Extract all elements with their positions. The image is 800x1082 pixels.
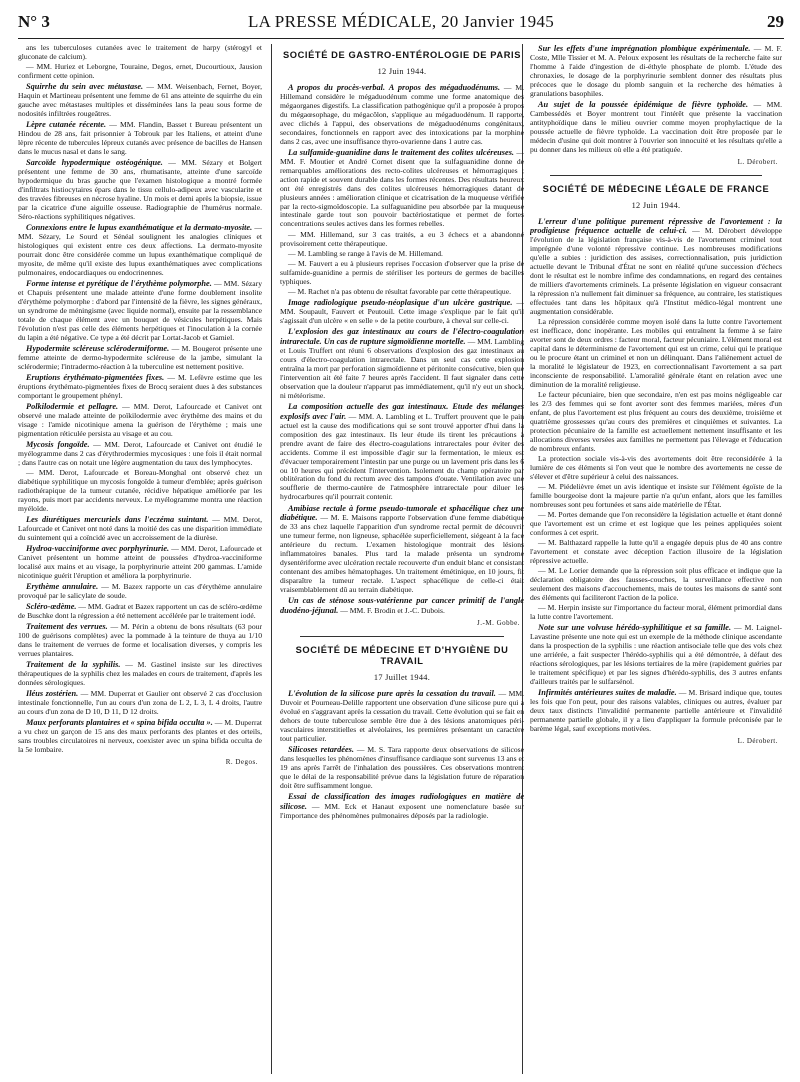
report-text: — M. Rachet n'a pas obtenu de résultat favorable par cette thérapeutique. — [288, 286, 511, 296]
report-heading: Lèpre cutanée récente. — [26, 120, 107, 130]
report-text: — M. F. Coste, Mlle Tissier et M. A. Peloux exposent les résultats de la recherche faite sur l'homme à l'aide d'ingestion de di-éthyle phosphate de plomb. L'étude des chronaxies, le dosage de la porphyrinurie semblent donner des résultats plus précoces que le dosage du plomb sanguin et la recherche des hématies à granulations basophiles. — [530, 44, 782, 98]
report-paragraph — [280, 148, 524, 230]
report-paragraph — [18, 582, 262, 601]
report-text: ans les tuberculoses cutanées avec le traitement de harpy (stérogyl et gluconate de calcium). — [18, 44, 262, 61]
report-heading: Mycosis fongoïde. — [26, 439, 90, 449]
report-paragraph — [280, 288, 524, 297]
report-paragraph — [18, 373, 262, 401]
report-paragraph — [280, 596, 524, 616]
report-text: — MM. Sézary, Le Sourd et Sénéal soulignent les analogies cliniques et histologiques qui existent entre ces deux affections. La dermato-myosite pourrait donc être considérée comme un lupus exanthématique compliqué de myosite, de même qu'il existe des lupus exanthématiques avec complications pulmonaires, endocardiaques ou endocrinennes. — [18, 223, 262, 277]
report-text: — M. Herpin insiste sur l'importance du facteur moral, élément primordial dans la lutte contre l'avortement. — [530, 603, 782, 622]
report-paragraph — [18, 223, 262, 278]
section-separator — [300, 636, 504, 637]
report-paragraph — [280, 504, 524, 596]
report-paragraph — [280, 298, 524, 326]
report-paragraph — [18, 440, 262, 468]
signature: L. Dérobert. — [737, 736, 778, 745]
report-paragraph — [18, 279, 262, 343]
report-paragraph — [18, 622, 262, 659]
report-text: — M. Le Lorier demande que la répression soit plus efficace et indique que la déclaration obligatoire des fausses-couches, la surveillance effective non seulement des maisons d'accouchements, mais de toutes les maisons de santé sont des éléments qui faciliteront l'action de la police. — [530, 566, 782, 602]
report-paragraph — [530, 539, 782, 566]
section-date: 12 Juin 1944. — [377, 67, 427, 76]
report-text: — MM. Huriez et Leborgne, Touraine, Degos, ernet, Ducourtioux, Jausion confirment cette opinion. — [18, 62, 262, 81]
dermatology-reports — [18, 44, 262, 755]
report-heading: Polkilodermie et pellagre. — [26, 401, 119, 411]
report-paragraph — [280, 83, 524, 147]
report-text: — M. Gastinel insiste sur les directives thérapeutiques de la syphilis chez les malades en cours de traitement, d'après les données sérologiques. — [18, 660, 262, 688]
report-paragraph — [530, 391, 782, 454]
report-heading: Sarcoïde hypodermique ostéogénique. — [26, 158, 163, 168]
report-paragraph — [18, 602, 262, 621]
report-text: — M. Bazex rapporte un cas d'érythème annulaire provoqué par le salicylate de soude. — [18, 581, 262, 600]
report-heading: Traitement de la syphilis. — [26, 660, 121, 670]
report-heading: Infirmités antérieures suites de maladie. — [538, 688, 677, 698]
report-heading: L'évolution de la silicose pure après la cessation du travail. — [288, 689, 496, 699]
report-paragraph — [18, 63, 262, 81]
column-left — [18, 44, 262, 1074]
report-paragraph — [18, 544, 262, 581]
report-heading: La composition actuelle des gaz intestinaux. Etude des mélanges explosifs avec l'air. — [280, 401, 524, 421]
report-text: — M. Dérobert développe l'évolution de la législation française vis-à-vis de l'avortement criminel tout imprégnée d'une volonté répressive continue. Les nombreuses modifications qu'elle a subies : juridiction des assises, correctionnalisation, puis juridiction actuelle devant le Tribunal d'État ne sont en réalité qu'une succession d'échecs dont le résultat est le nombre infime des condamnations, en regard des centaines de milliers d'avortements criminels. La présente législation en vigueur consacrant la répression n'a nullement fait diminuer sa fréquence, au contraire, les statistiques effectuées tant dans les hôpitaux qu'à l'Institut médico-légal montrent une augmentation considérable. — [530, 226, 782, 317]
report-text: — MM. Sézary et Bolgert présentent une femme de 30 ans, rhumatisante, atteinte d'une sarcoïde hypodermique du bras gauche que l'examen histologique a montré formée d'infiltrats histiocytaires épars dans le tissu cellulo-adipeux avec vascularite et des travées fibreuses en nécrose hyaline. Un mois et demi après la biopsie, issue par la cicatrice d'une aiguille osseuse. Radiographie de l'humérus normale. Séro-réactions syphilitiques négatives. — [18, 158, 262, 221]
report-paragraph — [18, 82, 262, 119]
report-paragraph — [18, 120, 262, 157]
report-paragraph — [18, 515, 262, 543]
legal-medicine-reports — [530, 217, 782, 734]
report-paragraph — [530, 604, 782, 622]
report-text: — M. S. Tara rapporte deux observations de silicose dans lesquelles les phénomènes d'insuffisance cardiaque sont survenus 13 ans et 19 ans après l'arrêt de l'inhalation des poussières. Ces observations montrent que le délai de la responsabilité prévue dans la législation future de réparation doit être suffisamment longue. — [280, 744, 524, 790]
column-right — [530, 44, 782, 1074]
report-heading: Au sujet de la poussée épidémique de fièvre typhoïde. — [538, 99, 749, 109]
report-heading: Les diurétiques mercuriels dans l'eczéma suintant. — [26, 514, 209, 524]
report-text: — M. Balthazard rappelle la lutte qu'il a engagée depuis plus de 40 ans contre l'avortement et constate avec déception l'action illusoire de la législation répressive actuelle. — [530, 538, 782, 565]
section-date: 17 Juillet 1944. — [373, 673, 431, 683]
report-heading: Note sur une volvuse hérédo-syphilitique et sa famille. — [538, 623, 732, 633]
signature: R. Degos. — [225, 758, 258, 767]
report-paragraph — [18, 44, 262, 62]
section-title: SOCIÉTÉ DE GASTRO-ENTÉROLOGIE DE PARIS — [282, 50, 522, 60]
report-paragraph — [530, 688, 782, 734]
report-text: — MM. A. Lambling et L. Truffert prouvent que le pain actuel est la cause des modifications qui se sont trouvé apporter d'hui dans la composition des gaz intestinaux. Ils leur étude ils tirent les précautions à prendre avant de faire des électro-coagulations intrarectales pour éviter des accidents. Comme il est impossible d'agir sur la fermentation, le mieux est d'évacuer temporairement l'intestin par une purge ou un lavement pris dans les 6 ou 10 heures qui précèdent l'intervention. Isolement du champ opératoire par oblitération du fond du rectum avec des tampons d'ouate. Ventilation avec une soufflerie de thermo-cautère de l'atmosphère intrarectale pour diluer les hydrocarbures qu'il pourrait contenir. — [280, 411, 524, 502]
report-heading: Essai de classification des images radiologiques en matière de silicose. — [280, 791, 524, 811]
report-text: — M. Brisard indique que, toutes les fois que l'on peut, pour des raisons valables, cliniques ou autres, évaluer par deux taux distincts l'invalidité permanente partielle antérieure et l'invalidité permanente partielle globale, il y a lieu d'appliquer la formule préconisée par le barème légal, sauf exceptions motivées. — [530, 688, 782, 733]
report-heading: A propos du procès-verbal. A propos des mégaduodénums. — [288, 82, 501, 92]
report-paragraph — [18, 718, 262, 755]
work-medicine-reports — [280, 689, 524, 821]
report-paragraph — [18, 402, 262, 439]
report-paragraph — [18, 660, 262, 688]
report-paragraph — [530, 455, 782, 482]
report-text: — MM. Soupault, Fauvert et Peutouil. Cette image s'explique par le fait qu'il s'agissait d'un ulcère « en selle » de la petite courbure, à cheval sur celle-ci. — [280, 298, 524, 325]
report-text: — MM. Derot, Lafourcade et Canivet présentent un homme atteint de poussées d'hydroa-vacciniforme localisé aux mains et au visage, la porphyrinurie atteint 200 gammas. L'amide nicotinique guérit l'éruption et améliora la porphyrinurie. — [18, 543, 262, 580]
report-text: — MM. F. Moutier et André Cornet disent que la sulfaguanidine donne de remarquables améliorations des recto-colites ulcéreuses et hémorragiques ; action rapide et souvent durable dans les formes récentes. Des résultats heureux ont été enregistrés dans des colites ulcéreuses hémorragiques datant de plusieurs années : amélioration clinique et cicatrisation de la muqueuse vérifiée par la recto-sigmoïdoscopie. La sulfaguanidine peu absorbée par la muqueuse intestinale garde tout son pouvoir bactériostatique et permet de fortes concentrations seules actives dans les formes rebelles. — [280, 147, 524, 229]
report-heading: La sulfamide-guanidine dans le traitement des colites ulcéreuses. — [288, 147, 515, 157]
report-heading: Un cas de sténose sous-vatérienne par cancer primitif de l'angle duodéno-jéjunal. — [280, 596, 524, 616]
report-text: La protection sociale vis-à-vis des avortements doit être reconsidérée à la lumière de ces éléments si l'on veut que le nombre des avortements ne cesse de s'élever et d'être supérieur à celui des naissances. — [530, 453, 782, 481]
report-text: — M. Laignel-Lavastine présente une note qui est un exemple de la méthode clinique ascendante dans la prospection de la syphilis : une réaction antisociale telle que des vols chez une arriérée, a fait suspecter l'hérédo-syphilis qui a été démontrée, à défaut des réactions sérologiques, par les lésions tertiaires de la mère (rapidement guéries par le traitement spécifique) et par les signes d'hérédo-syphilis, des 3 autres enfants d'ailleurs traités par le sulfarsénol. — [530, 623, 782, 686]
report-paragraph — [530, 623, 782, 687]
report-text: — MM. Gadrat et Bazex rapportent un cas de scléro-œdème de Buschke dont la régression a été nettement accélérée par le traitement iodé. — [18, 602, 262, 620]
report-text: — MM. Weisenbach, Fernet, Boyer, Haquin et Martineau présentent une femme de 61 ans atteinte de squirrhe du ein gauche avec métastases multiples et disséminées lans la peau sous forme de nodosités infiltrées rougeâtres. — [18, 82, 262, 119]
report-text: — MM. Duperrat et Gaulier ont observé 2 cas d'occlusion intestinale fonctionnelle, l'un au cours d'un zona de L 2, L 3, L 4 droits, l'autre au cours d'un zona de D 10, D 11, D 12 droits. — [18, 689, 262, 717]
report-paragraph — [280, 260, 524, 287]
report-paragraph — [280, 402, 524, 502]
report-text: — M. Lefèvre estime que les éruptions érythémato-pigmentées fixes de Brocq seraient dues à des substances comportant le groupement phényl. — [18, 372, 262, 400]
report-text: — M. Hillemand considère le mégaduodénum comme une forme anatomique des mégaorganes digestifs. La classification pathogénique qu'il a proposée à propos du mégaœsophage, du mégacôlon, s'applique au mégaduodénum. Il rapporte, avec clichés à l'appui, des observations de mégaduodénums congénitaux, secondaires, fonctionnels en rapport avec des intoxications par la morphine dans 2 cas, avec une insuffisance thyro-ovarienne dans 1 autre cas. — [280, 82, 524, 146]
report-heading: Maux perforants plantaires et « spina bifida occulta ». — [26, 718, 213, 728]
report-paragraph — [18, 689, 262, 717]
report-paragraph — [530, 483, 782, 510]
report-paragraph — [280, 689, 524, 744]
report-heading: Hydroa-vacciniforme avec porphyrinurie. — [26, 543, 170, 553]
report-paragraph — [530, 318, 782, 390]
report-text: — M. Fauvert a eu à plusieurs reprises l'occasion d'observer que la prise de sulfamide-guanidine a permis de stériliser les porteurs de germes de bacilles typhiques. — [280, 258, 524, 286]
report-heading: Amibiase rectale à forme pseudo-tumorale et sphacélique chez une diabétique. — [280, 503, 524, 523]
report-heading: Connexions entre le lupus exanthématique et la dermato-myosite. — [26, 223, 253, 233]
report-text: — MM. Sézary et Chapuis présentent une malade atteinte d'une forme doublement insolite d'érythème polymorphe : d'abord par l'intensité de la fièvre, les signes généraux, un syndrome de méningisme (avec liquide normal), ensuite par la ressemblance totale de chaque élément avec un bouquet de vésicules herpétiques. Mais l'évolution n'est pas celle des éléments herpétiques et l'inoculation à la cornée du lapin a été négative. Ce type a été décrit par Lortat-Jacob et Gamiel. — [18, 278, 262, 342]
report-text: — MM. Hillemand, sur 3 cas traités, a eu 3 échecs et a abandonné provisoirement cette thérapeutique. — [280, 229, 524, 248]
report-text: — MM. Derot, Lafourcade et Boreau-Monghal ont observé chez un diabétique syphilitique un mycosis fongoïde à tumeur d'emblée; après guérison radiothérapique de la tumeur cutanée, récidive hépatique améliorée par les rayons, puis mort par accidents nerveux. Le myélogramme montra une réaction myéloïde. — [18, 467, 262, 513]
report-paragraph — [18, 469, 262, 514]
report-heading: Silicoses retardées. — [288, 744, 354, 754]
report-text: — M. Piédelièvre émet un avis identique et insiste sur l'élément égoïste de la famille bourgeoise dont la majeure partie n'a qu'un enfant, alors que les familles nombreuses sont peu fortunées et sans aide matérielle de l'État. — [530, 481, 782, 509]
column-divider — [271, 44, 272, 1074]
section-title: SOCIÉTÉ DE MÉDECINE ET D'HYGIÈNE DU TRAVAIL — [295, 645, 509, 667]
report-paragraph — [280, 792, 524, 821]
report-heading: Traitement des verrues. — [26, 622, 108, 632]
report-text: — M. Périn a obtenu de bons résultats (63 pour 100 de guérisons complètes) avec la pommade à la teinture de thuya au 1/10 dans le traitement de verrues de forme et localisation diverses, y compris les verrues plantaires. — [18, 622, 262, 658]
report-paragraph — [530, 217, 782, 317]
report-paragraph — [530, 100, 782, 155]
report-text: — MM. Derot, Lafourcade et Canivet ont étudié le myélogramme dans 2 cas d'érythrodermies mycosiques : une fois il était normal ; dans l'autre cas on notait une légère augmentation du taux des lymphocytes. — [18, 439, 262, 467]
report-paragraph — [280, 231, 524, 249]
signature: L. Dérobert. — [737, 157, 778, 166]
report-paragraph — [530, 567, 782, 603]
report-text: — MM. Lambling et Louis Truffert ont réuni 6 observations d'explosion des gaz intestinaux au cours d'électro-coagulation intrarectale. Dans un seul cas cette explosion entraîna la mort par perforation sigmoïdienne et péritonite consécutive, bien que l'intervention ait été faite 7 heures après l'accident. Il faut signaler dans cette observation que la douleur n'apparut pas immédiatement, qu'il n'y eut un shock, ni météorisme. — [280, 337, 524, 400]
gastro-reports — [280, 83, 524, 616]
report-heading: Forme intense et pyrétique de l'érythème polymorphe. — [26, 278, 212, 288]
report-text: — MM. Eck et Hanaut exposent une nomenclature basée sur l'importance des phénomènes pulmonaires déposés par la radiologie. — [280, 801, 524, 820]
report-heading: Erythème annulaire. — [26, 581, 99, 591]
report-heading: Iléus zostérien. — [26, 689, 79, 699]
report-paragraph — [280, 327, 524, 401]
report-text: — M. Bougerot présente une femme atteinte de dermo-hypodermite scléreuse de la jambe, simulant la sclérodermie; l'intradermo-réaction à la tuberculine est nettement positive. — [18, 343, 262, 371]
section-separator — [550, 175, 762, 176]
work-medicine-reports-cont — [530, 44, 782, 155]
section-title: SOCIÉTÉ DE MÉDECINE LÉGALE DE FRANCE — [542, 183, 770, 194]
journal-title: LA PRESSE MÉDICALE, 20 Janvier 1945 — [247, 12, 555, 31]
report-text: La répression considérée comme moyen isolé dans la lutte contre l'avortement est inefficace, donc inopérante. Les mobiles qui entraînent la femme à se faire avorter sont de deux ordres : facteur moral, facteur pécuniaire. L'élément moral est capital dans le déterminisme de l'avortement qui est un crime, celui qui le pratique ou le procure étant un criminel et non un délinquant. Dans l'aliénement actuel de la moralité le législateur de 1923, en correctionnalisant l'avortement a sa part inconsciente de responsabilité. L'amoralité générale étant en relation avec une diminution de la moralité religieuse. — [530, 317, 782, 389]
report-heading: L'explosion des gaz intestinaux au cours de l'électro-coagulation intrarectale. Un cas de rupture sigmoïdienne mortelle. — [280, 327, 524, 346]
report-heading: Sur les effets d'une imprégnation plombique expérimentale. — [538, 44, 751, 53]
report-text: — MM. Duvoir et Pourneau-Delille rapportent une observation d'une silicose pure qui a évolué en s'aggravant après la cessation du travail. Cette évolution qui se fait en dehors de toute tuberculose semble être due à des lésions anatomiques péri-vasculaires interstitielles et alvéolaires, les premières présentant un caractère tout particulier. — [280, 689, 524, 743]
report-paragraph — [280, 250, 524, 259]
report-text: — M. Lambling se range à l'avis de M. Hillemand. — [288, 248, 443, 258]
page-number: 29 — [767, 12, 784, 31]
report-text: — MM. Cambessédès et Boyer montrent tout l'intérêt que présente la vaccination antityphoïdique dans le milieu ouvrier comme moyen prophylactique de la poussée actuelle de fièvre typhoïde. La vaccination doit être proposée par le médecin d'usine qui doit montrer à l'ouvrier son innocuité et les résultats qu'elle a pu donner dans les milieux où elle a été pratiquée. — [530, 99, 782, 154]
report-text: — M. E. Maisons rapporte l'observation d'une femme diabétique de 33 ans chez laquelle l'apparition d'un syndrome rectal permit de découvrir une tumeur ferme, non ligneuse, sphacélée superficiellement, siégeant à la face antérieure du rectum. L'examen histologique montrait des lésions inflammatoires banales. Plus tard la malade présenta un syndrome dysentériforme avec ulcération rectale recouverte d'un enduit blanc et consistant contenant des amibes hématophages. Un traitement émétinique, en 10 jours, fit disparaître la tumeur rectale. L'aspect sphacélique de celle-ci était vraisemblablement dû au terrain diabétique. — [280, 513, 524, 595]
signature: J.-M. Gobbe. — [477, 619, 520, 628]
report-heading: Eruptions érythémato-pigmentées fixes. — [26, 372, 165, 382]
report-heading: L'erreur d'une politique purement répressive de l'avortement : la prodigieuse fréquence actuelle de celui-ci. — [530, 216, 782, 236]
report-text: — MM. Flandin, Basset t Bureau présentent un Hindou de 28 ans, fait prisonnier à Tobrouk par les Italiens, et atteint d'une lèpre récente de tubercules lépreux cutanés avec présence de bacilles de Hansen dans le mucus nasal et dans le sang. — [18, 120, 262, 157]
section-date: 12 Juin 1944. — [631, 200, 681, 210]
report-text: — MM. Derot, Lafourcade et Canivet ont observé une malade atteinte de poïkilodermie avec érythème des mains et du visage : l'amide nicotinique amena la guérison de l'érythème ; mais une pigmentation réticulée persista au visage et au cou. — [18, 401, 262, 438]
report-paragraph — [530, 44, 782, 99]
report-heading: Squirrhe du sein avec métastase. — [26, 82, 144, 92]
report-paragraph — [280, 745, 524, 791]
report-paragraph — [530, 511, 782, 538]
report-text: — MM. Derot, Lafourcade et Canivet ont noté dans la moitié des cas une disparition immédiate du suintement qui a coïncidé avec un accroissement de la diurèse. — [18, 514, 262, 542]
header-rule — [18, 38, 784, 39]
issue-number: N° 3 — [18, 12, 50, 31]
column-middle — [280, 44, 524, 1074]
report-heading: Image radiologique pseudo-néoplasique d'un ulcère gastrique. — [288, 298, 513, 307]
report-paragraph — [18, 158, 262, 222]
report-text: — M. Duperrat a vu chez un garçon de 15 ans des maux perforants des plantes et des orteils, sans troubles circulatoires ni nerveux, coexister avec un spina bifida occulta de la 5e lombaire. — [18, 718, 262, 755]
report-paragraph — [18, 344, 262, 372]
report-text: Le facteur pécuniaire, bien que secondaire, n'en est pas moins négligeable car les 2/3 des femmes qui se font avorter sont des femmes mariées, mères d'un enfant, de plus l'avortement est plus fréquent au cours des deuxième, troisième et quatrième grossesses qu'au cours des premières et cinquièmes et suivantes. La protection pécuniaire de la famille est actuellement nettement insuffisante et les allocations diverses versées aux familles ne permettent pas l'élevage et l'éducation de nombreux enfants. — [530, 390, 782, 453]
report-text: — M. Portes demande que l'on reconsidère la législation actuelle et étant donné que l'avortement est un crime et est logique que les peines appliquées soient conformes à cet esprit. — [530, 509, 782, 537]
report-heading: Hypodermite scléreuse sclérodermiforme. — [26, 343, 170, 353]
page-header — [18, 10, 784, 36]
report-heading: Scléro-œdème. — [26, 602, 77, 612]
report-text: — MM. F. Brodin et J.-C. Dubois. — [338, 606, 445, 616]
